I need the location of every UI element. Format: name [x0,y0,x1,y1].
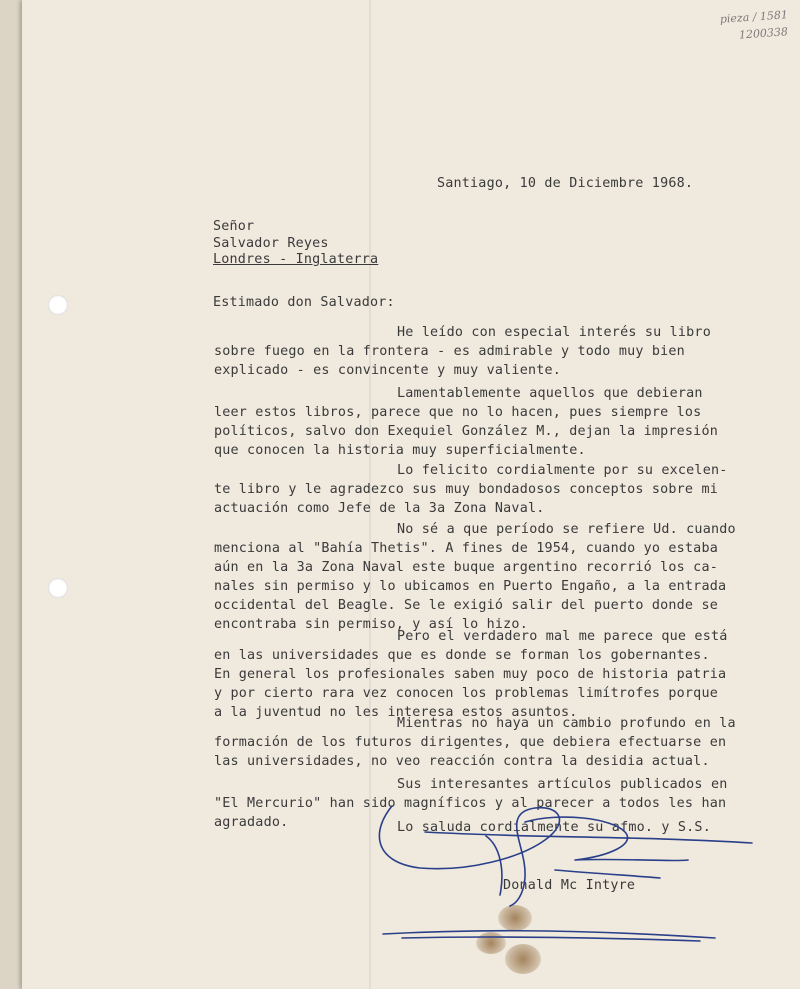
archive-mark-number: 1200338 [738,25,789,42]
paragraph-line: sobre fuego en la frontera - es admirable y todo muy bien [214,344,685,359]
punch-hole-bottom [48,578,68,598]
paragraph-5 [214,627,775,722]
paragraph-line: menciona al "Bahía Thetis". A fines de 1954, cuando yo estaba [214,541,718,556]
paragraph-line: que conocen la historia muy superficialmente. [214,443,586,458]
paragraph-line: Sus interesantes artículos publicados en [397,777,728,792]
paragraph-line: Mientras no haya un cambio profundo en la [397,716,736,731]
punch-hole-top [48,295,68,315]
recipient-name: Salvador Reyes [213,236,329,251]
paragraph-line: occidental del Beagle. Se le exigió salir del puerto donde se [214,598,718,613]
paragraph-line: las universidades, no veo reacción contra la desidia actual. [214,754,710,769]
letter-date: Santiago, 10 de Diciembre 1968. [437,176,694,191]
archive-mark-piece: pieza / 1581 [719,8,789,26]
paragraph-line: explicado - es convincente y muy valiente. [214,363,561,378]
recipient-location: Londres - Inglaterra [213,252,379,267]
paragraph-line: En general los profesionales saben muy poco de historia patria [214,667,727,682]
paragraph-line: nales sin permiso y lo ubicamos en Puerto Engaño, a la entrada [214,579,727,594]
paragraph-line: y por cierto rara vez conocen los problemas limítrofes porque [214,686,718,701]
paragraph-1 [214,323,775,380]
paragraph-line: Lo felicito cordialmente por su excelen- [397,463,728,478]
paragraph-line: aún en la 3a Zona Naval este buque argentino recorrió los ca- [214,560,718,575]
paragraph-line: actuación como Jefe de la 3a Zona Naval. [214,501,545,516]
paragraph-line: leer estos libros, parece que no lo hacen, pues siempre los [214,405,702,420]
paragraph-line: políticos, salvo don Exequiel González M., dejan la impresión [214,424,718,439]
paragraph-line: encontraba sin permiso, y así lo hizo. [214,617,528,632]
paragraph-2 [214,384,775,460]
paragraph-line: "El Mercurio" han sido magníficos y al parecer a todos les han [214,796,727,811]
stain-mark [476,932,506,954]
paragraph-line: formación de los futuros dirigentes, que debiera efectuarse en [214,735,727,750]
paragraph-line: Pero el verdadero mal me parece que está [397,629,728,644]
paragraph-3 [214,461,775,518]
paragraph-4 [214,520,775,634]
paragraph-line: en las universidades que es donde se forman los gobernantes. [214,648,710,663]
paragraph-line: He leído con especial interés su libro [397,325,711,340]
stain-mark [498,905,532,931]
archive-marks [678,10,788,44]
recipient-title: Señor [213,219,255,234]
paragraph-line: agradado. [214,815,289,830]
letter-closing: Lo saluda cordialmente su afmo. y S.S. [397,820,711,835]
paragraph-6 [214,714,775,771]
stain-mark [505,944,541,974]
letter-greeting: Estimado don Salvador: [213,295,395,310]
paragraph-line: Lamentablemente aquellos que debieran [397,386,703,401]
signer-name: Donald Mc Intyre [503,878,636,893]
paragraph-line: No sé a que período se refiere Ud. cuando [397,522,736,537]
paragraph-line: a la juventud no les interesa estos asuntos. [214,705,578,720]
paragraph-line: te libro y le agradezco sus muy bondadosos conceptos sobre mi [214,482,718,497]
